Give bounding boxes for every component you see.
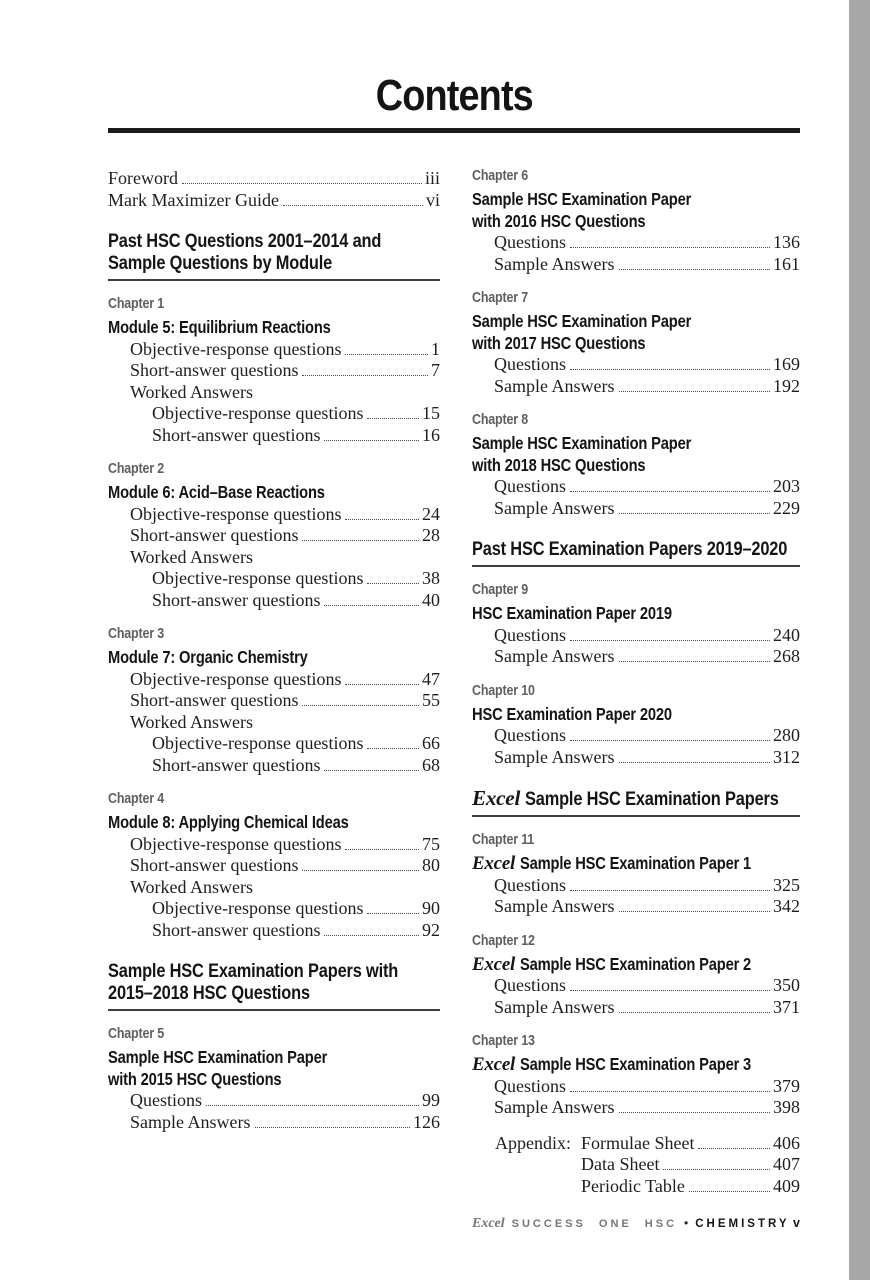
toc-entry-row (108, 834, 440, 856)
toc-entry-label: Mark Maximizer Guide (108, 189, 279, 210)
chapter-label (108, 1026, 440, 1042)
toc-entry-row (108, 1090, 440, 1112)
chapter-label (108, 791, 440, 807)
toc-entry-label: Short-answer questions (152, 919, 321, 940)
toc-entry-label: Short-answer questions (152, 589, 321, 610)
dot-leader (302, 375, 428, 376)
toc-entry-label: Objective-response questions (152, 733, 364, 753)
page-number: 75 (422, 833, 440, 854)
toc-entry-row (108, 669, 440, 691)
toc-entry-row (108, 403, 440, 425)
item-title (108, 1047, 440, 1090)
page-number: 398 (773, 1097, 800, 1117)
toc-entry-row (108, 425, 440, 447)
toc-entry-row (108, 920, 440, 942)
text-line (108, 960, 440, 982)
text-line (472, 603, 800, 625)
toc-entry-label: Questions (494, 624, 566, 645)
page-number: 80 (422, 855, 440, 875)
toc-entry-label: Periodic Table (581, 1175, 685, 1196)
chapter-label (108, 296, 440, 312)
chapter-label (108, 626, 440, 642)
toc-entry-label: Formulae Sheet (581, 1132, 695, 1153)
toc-entry-row (472, 354, 800, 376)
toc-columns (108, 168, 800, 1197)
chapter-label (472, 412, 800, 428)
page-number: 169 (773, 354, 800, 374)
text-line (108, 812, 440, 834)
page-number: 16 (422, 424, 440, 445)
item-title (472, 954, 800, 976)
item-title (472, 189, 800, 232)
toc-entry-row (472, 896, 800, 918)
toc-entry-row (108, 168, 440, 190)
footer (472, 1216, 800, 1232)
text-line-content: Sample Questions by Module (108, 252, 333, 274)
page-number: 66 (422, 733, 440, 753)
toc-entry-row (108, 855, 440, 877)
folio-page-number: v (793, 1216, 800, 1230)
page-number: 371 (773, 996, 800, 1017)
toc-entry-label: Worked Answers (130, 546, 254, 567)
item-title (472, 433, 800, 476)
text-line-content: Module 7: Organic Chemistry (108, 647, 308, 667)
page-number: 229 (773, 497, 800, 518)
toc-entry-row (472, 747, 800, 769)
chapter-label-text: Chapter 12 (472, 932, 535, 949)
dot-leader (206, 1105, 419, 1106)
dot-leader (619, 269, 771, 270)
page-number: 92 (422, 919, 440, 940)
item-title (108, 317, 440, 339)
page-number: 409 (773, 1175, 800, 1196)
appendix-label: Appendix: (495, 1132, 571, 1153)
text-line (472, 455, 800, 477)
toc-entry-label: Objective-response questions (152, 898, 364, 918)
toc-entry-row (108, 755, 440, 777)
page-number: 24 (422, 503, 440, 524)
text-line-content: with 2018 HSC Questions (472, 454, 646, 475)
text-line (108, 317, 440, 339)
chapter-label-text: Chapter 13 (472, 1033, 535, 1049)
text-line (472, 704, 800, 726)
text-line (472, 333, 800, 355)
toc-entry-row (472, 725, 800, 747)
page-number: 325 (773, 874, 800, 895)
text-line-content: 2015–2018 HSC Questions (108, 982, 310, 1004)
chapter-label-text: Chapter 3 (108, 626, 164, 642)
toc-subheading-row (108, 877, 440, 899)
text-line (108, 230, 440, 252)
page-number: 40 (422, 589, 440, 610)
page-title-text: Contents (375, 71, 533, 120)
page-number: 15 (422, 403, 440, 423)
section-heading (472, 538, 800, 567)
dot-leader (182, 183, 422, 184)
toc-column-left (108, 168, 440, 1197)
excel-brand: Excel (472, 1054, 516, 1075)
dot-leader (367, 913, 419, 914)
toc-subheading-row (108, 382, 440, 404)
toc-entry-label: Data Sheet (581, 1154, 660, 1174)
text-line-content: Module 6: Acid–Base Reactions (108, 482, 325, 502)
page-number: 342 (773, 896, 800, 916)
toc-entry-row (472, 1097, 800, 1119)
item-title (472, 311, 800, 354)
dot-leader (619, 391, 771, 392)
text-line-content: Sample HSC Examination Paper (472, 433, 692, 453)
chapter-label (108, 461, 440, 477)
section-heading (108, 960, 440, 1011)
toc-entry-row (472, 254, 800, 276)
text-line (472, 538, 800, 560)
dot-leader (345, 849, 419, 850)
page-number: 203 (773, 476, 800, 496)
chapter-label-text: Chapter 6 (472, 168, 528, 184)
page-number: 99 (422, 1090, 440, 1110)
text-line-content: Sample HSC Examination Papers (525, 788, 779, 810)
chapter-label-text: Chapter 5 (108, 1026, 164, 1042)
chapter-label (472, 168, 800, 184)
toc-entry-row (108, 1112, 440, 1134)
chapter-label (472, 933, 800, 949)
chapter-label (472, 683, 800, 699)
toc-entry-label: Objective-response questions (152, 403, 364, 423)
page-number: 407 (773, 1154, 800, 1174)
dot-leader (345, 354, 428, 355)
toc-entry-label: Objective-response questions (130, 338, 342, 359)
page-number: 90 (422, 898, 440, 918)
page-number: 38 (422, 568, 440, 588)
toc-entry-row (108, 504, 440, 526)
appendix-row (495, 1176, 800, 1198)
page-number: 68 (422, 754, 440, 775)
dot-leader (367, 583, 419, 584)
toc-entry-row (472, 498, 800, 520)
appendix-row (495, 1133, 800, 1155)
toc-entry-row (472, 1076, 800, 1098)
dot-leader (302, 870, 419, 871)
toc-entry-label: Sample Answers (494, 1097, 615, 1117)
text-line (108, 647, 440, 669)
toc-entry-label: Short-answer questions (152, 754, 321, 775)
dot-leader (345, 684, 419, 685)
text-line-content: Module 8: Applying Chemical Ideas (108, 812, 349, 832)
page-number: 1 (431, 338, 440, 359)
toc-entry-label: Foreword (108, 168, 178, 188)
text-line-content: HSC Examination Paper 2019 (472, 603, 672, 623)
toc-entry-label: Sample Answers (494, 646, 615, 666)
item-title (108, 647, 440, 669)
dot-leader (619, 1012, 771, 1013)
page-number: 192 (773, 375, 800, 396)
section-heading (472, 787, 800, 817)
text-line (108, 1047, 440, 1069)
toc-entry-label: Objective-response questions (130, 503, 342, 524)
toc-entry-label: Worked Answers (130, 876, 254, 897)
toc-entry-row (472, 646, 800, 668)
chapter-label-text: Chapter 1 (108, 296, 164, 312)
toc-entry-label: Questions (494, 975, 566, 995)
page-number: 55 (422, 690, 440, 710)
text-line-content: Past HSC Questions 2001–2014 and (108, 230, 382, 252)
page-number: 406 (773, 1132, 800, 1153)
chapter-label-text: Chapter 9 (472, 582, 528, 598)
item-title (472, 853, 800, 875)
dot-leader (570, 890, 770, 891)
page-number: 126 (413, 1111, 440, 1132)
text-line (472, 787, 800, 810)
toc-entry-row (108, 590, 440, 612)
text-line-content: Sample HSC Examination Paper 1 (520, 853, 752, 873)
footer-subject: CHEMISTRY (695, 1218, 790, 1230)
toc-entry-label: Sample Answers (494, 253, 615, 274)
footer-brand-series: SUCCESS ONE HSC (511, 1218, 678, 1230)
dot-leader (570, 740, 770, 741)
text-line-content: Sample HSC Examination Paper (472, 311, 692, 331)
toc-entry-row (108, 898, 440, 920)
text-line-content: Sample HSC Examination Paper (472, 189, 692, 209)
dot-leader (619, 762, 771, 763)
dot-leader (570, 369, 770, 370)
toc-entry-label: Questions (494, 1075, 566, 1096)
chapter-label (472, 832, 800, 848)
toc-entry-label: Sample Answers (494, 497, 615, 518)
toc-entry-label: Sample Answers (130, 1111, 251, 1132)
text-line-content: Sample HSC Examination Paper 2 (520, 953, 752, 974)
page-number: 161 (773, 253, 800, 274)
text-line (108, 252, 440, 274)
text-line-content: Sample HSC Examination Paper (108, 1047, 328, 1067)
toc-entry-label: Questions (494, 874, 566, 895)
text-line (472, 853, 800, 875)
toc-entry-label: Objective-response questions (130, 833, 342, 854)
dot-leader (570, 640, 770, 641)
page-number: 379 (773, 1075, 800, 1096)
dot-leader (570, 1091, 770, 1092)
page-number: 312 (773, 746, 800, 767)
dot-leader (283, 205, 423, 206)
dot-leader (570, 247, 770, 248)
toc-entry-label: Sample Answers (494, 375, 615, 396)
toc-entry-row (108, 360, 440, 382)
dot-leader (663, 1169, 770, 1170)
dot-leader (570, 990, 770, 991)
text-line-content: with 2016 HSC Questions (472, 210, 646, 231)
toc-entry-label: Objective-response questions (130, 668, 342, 689)
toc-entry-label: Questions (494, 476, 566, 496)
page-number: 240 (773, 624, 800, 645)
chapter-label-text: Chapter 8 (472, 412, 528, 428)
dot-leader (367, 418, 419, 419)
toc-entry-label: Short-answer questions (152, 424, 321, 445)
chapter-label (472, 1033, 800, 1049)
page-number: 7 (431, 360, 440, 380)
dot-leader (698, 1148, 770, 1149)
toc-entry-label: Questions (130, 1090, 202, 1110)
toc-entry-row (108, 339, 440, 361)
toc-entry-label: Worked Answers (130, 381, 254, 402)
text-line (472, 311, 800, 333)
text-line (472, 211, 800, 233)
chapter-label (472, 582, 800, 598)
item-title (472, 603, 800, 625)
text-line-content: HSC Examination Paper 2020 (472, 703, 672, 724)
page-number: 350 (773, 975, 800, 995)
toc-entry-row (108, 733, 440, 755)
toc-entry-label: Short-answer questions (130, 690, 299, 710)
toc-entry-label: Questions (494, 354, 566, 374)
item-title (472, 704, 800, 726)
toc-entry-label: Short-answer questions (130, 525, 299, 545)
toc-column-right (472, 168, 800, 1197)
text-line (108, 1069, 440, 1091)
toc-entry-row (472, 625, 800, 647)
dot-leader (619, 911, 771, 912)
chapter-label-text: Chapter 2 (108, 461, 164, 477)
dot-leader (255, 1127, 411, 1128)
title-rule (108, 128, 800, 133)
toc-subheading-row (108, 547, 440, 569)
toc-entry-label: Sample Answers (494, 996, 615, 1017)
appendix-block (472, 1133, 800, 1198)
toc-entry-label: Sample Answers (494, 896, 615, 916)
page-number: 28 (422, 525, 440, 545)
dot-leader (367, 748, 419, 749)
page-number: 280 (773, 725, 800, 745)
excel-brand: Excel (472, 853, 516, 874)
toc-entry-label: Short-answer questions (130, 855, 299, 875)
page-title (108, 72, 800, 120)
footer-brand-excel: Excel (472, 1216, 505, 1231)
text-line-content: with 2017 HSC Questions (472, 332, 646, 353)
text-line-content: with 2015 HSC Questions (108, 1068, 282, 1089)
page-content (108, 0, 800, 1197)
toc-entry-row (108, 190, 440, 212)
excel-brand: Excel (472, 953, 516, 975)
appendix-row (495, 1154, 800, 1176)
chapter-label-text: Chapter 4 (108, 791, 164, 807)
item-title (108, 812, 440, 834)
page-number: 136 (773, 232, 800, 252)
page-number: iii (424, 168, 440, 188)
text-line (472, 189, 800, 211)
excel-brand: Excel (472, 786, 521, 810)
chapter-label-text: Chapter 7 (472, 290, 528, 306)
text-line-content: Sample HSC Examination Paper 3 (520, 1054, 752, 1074)
text-line-content: Sample HSC Examination Papers with (108, 960, 399, 982)
page-number: vi (425, 189, 440, 210)
dot-leader (302, 540, 419, 541)
chapter-label-text: Chapter 10 (472, 682, 535, 699)
dot-leader (324, 935, 419, 936)
toc-entry-label: Questions (494, 725, 566, 745)
page-edge-shadow (849, 0, 870, 1280)
dot-leader (345, 519, 419, 520)
dot-leader (619, 661, 771, 662)
toc-entry-label: Short-answer questions (130, 360, 299, 380)
dot-leader (619, 1112, 771, 1113)
dot-leader (324, 770, 419, 771)
toc-entry-label: Worked Answers (130, 711, 254, 732)
toc-subheading-row (108, 712, 440, 734)
item-title (108, 482, 440, 504)
toc-entry-row (108, 690, 440, 712)
dot-leader (619, 513, 771, 514)
toc-entry-label: Objective-response questions (152, 568, 364, 588)
toc-entry-row (472, 975, 800, 997)
text-line (472, 1054, 800, 1076)
page-number: 47 (422, 668, 440, 689)
toc-entry-row (472, 997, 800, 1019)
toc-entry-row (108, 568, 440, 590)
toc-entry-row (108, 525, 440, 547)
toc-entry-label: Questions (494, 232, 566, 252)
chapter-label-text: Chapter 11 (472, 832, 535, 848)
toc-entry-label: Sample Answers (494, 746, 615, 767)
chapter-label (472, 290, 800, 306)
toc-entry-row (472, 875, 800, 897)
dot-leader (689, 1191, 770, 1192)
toc-entry-row (472, 232, 800, 254)
text-line (108, 482, 440, 504)
dot-leader (324, 440, 419, 441)
toc-entry-row (472, 376, 800, 398)
page-number: 268 (773, 646, 800, 666)
dot-leader (570, 491, 770, 492)
item-title (472, 1054, 800, 1076)
text-line-content: Module 5: Equilibrium Reactions (108, 317, 331, 337)
text-line-content: Past HSC Examination Papers 2019–2020 (472, 538, 788, 560)
dot-leader (324, 605, 419, 606)
text-line (472, 954, 800, 976)
toc-entry-row (472, 476, 800, 498)
text-line (108, 982, 440, 1004)
section-heading (108, 230, 440, 281)
text-line (472, 433, 800, 455)
footer-bullet: • (684, 1216, 689, 1230)
dot-leader (302, 705, 419, 706)
